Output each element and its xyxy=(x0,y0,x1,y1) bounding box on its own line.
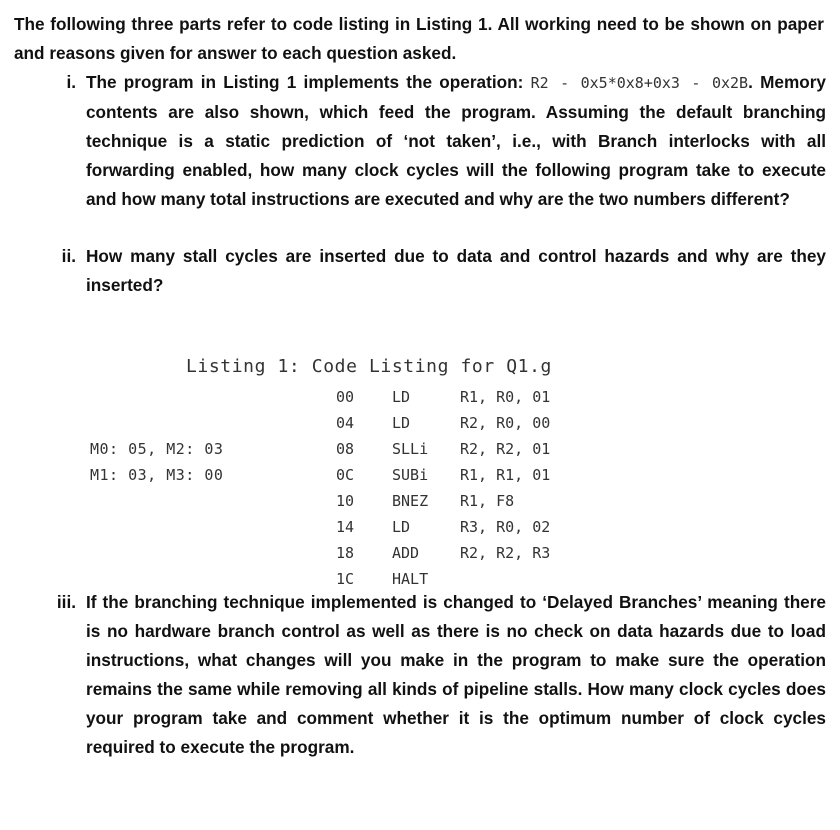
question-text-part: The program in Listing 1 implements the operation: xyxy=(86,72,531,92)
question-ii xyxy=(14,242,826,300)
code-args: R1, R1, 01 xyxy=(460,466,551,484)
code-args: R1, R0, 01 xyxy=(460,388,551,406)
code-row xyxy=(336,388,550,406)
code-row xyxy=(336,440,550,458)
question-iii xyxy=(14,588,826,762)
code-opcode: ADD xyxy=(392,544,420,562)
question-i xyxy=(14,68,826,214)
memory-contents: M1: 03, M3: 00 xyxy=(90,466,224,484)
code-address: 1C xyxy=(336,570,355,588)
code-address: 08 xyxy=(336,440,355,458)
code-address: 18 xyxy=(336,544,355,562)
intro-paragraph: The following three parts refer to code listing in Listing 1. All working need to be shown on paper and reasons given for answer to each question asked. xyxy=(14,14,824,63)
code-row xyxy=(336,414,550,432)
code-address: 00 xyxy=(336,388,355,406)
code-args: R2, R2, R3 xyxy=(460,544,551,562)
question-text: How many stall cycles are inserted due to data and control hazards and why are they inserted? xyxy=(86,246,826,295)
question-number: i. xyxy=(66,72,76,92)
code-row xyxy=(336,492,514,510)
code-row xyxy=(336,570,460,588)
question-text xyxy=(86,68,826,214)
code-opcode: LD xyxy=(392,388,411,406)
code-address: 10 xyxy=(336,492,355,510)
code-opcode: LD xyxy=(392,414,411,432)
question-number: iii. xyxy=(56,592,76,612)
code-opcode: BNEZ xyxy=(392,492,429,510)
code-args: R1, F8 xyxy=(460,492,515,510)
listing-caption: Listing 1: Code Listing for Q1.g xyxy=(186,356,552,377)
code-opcode: HALT xyxy=(392,570,429,588)
code-listing xyxy=(70,350,690,600)
code-opcode: SUBi xyxy=(392,466,429,484)
question-number: ii. xyxy=(61,246,76,266)
code-args: R3, R0, 02 xyxy=(460,518,551,536)
code-opcode: SLLi xyxy=(392,440,429,458)
code-address: 14 xyxy=(336,518,355,536)
operation-code: R2 - 0x5*0x8+0x3 - 0x2B xyxy=(530,74,749,92)
code-args: R2, R0, 00 xyxy=(460,414,551,432)
code-address: 0C xyxy=(336,466,355,484)
memory-contents: M0: 05, M2: 03 xyxy=(90,440,224,458)
code-row xyxy=(336,518,550,536)
code-args: R2, R2, 01 xyxy=(460,440,551,458)
code-opcode: LD xyxy=(392,518,411,536)
question-text: If the branching technique implemented is changed to ‘Delayed Branches’ meaning there is no hardware branch control as well as there is no check on data hazards due to load instructions, what changes will you make in the program to make sure the operation remains the same while removing all kinds of pipeline stalls. How many clock cycles does your program take and comment whether it is the optimum number of clock cycles required to execute the program. xyxy=(86,592,826,757)
code-row xyxy=(336,544,550,562)
code-row xyxy=(336,466,550,484)
question-text-part: . Memory contents are also shown, which feed the program. Assuming the default branching technique is a static prediction of ‘not taken’, i.e., with Branch interlocks with all forwarding enabled, how many clock cycles will the following program take to execute and how many total instructions are executed and why are the two numbers different? xyxy=(86,72,826,209)
code-address: 04 xyxy=(336,414,355,432)
